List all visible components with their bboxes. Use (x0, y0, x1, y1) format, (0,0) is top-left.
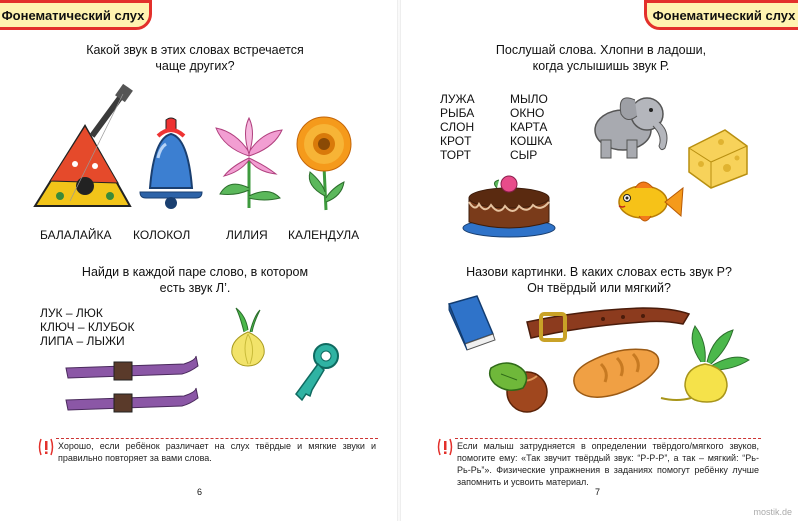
bell-illustration (136, 118, 206, 210)
note-divider (56, 438, 378, 439)
word-item: СЛОН (440, 120, 475, 134)
word-item: КОШКА (510, 134, 553, 148)
left-question-2: Найди в каждой паре слово, в котором есть звук Л’. (81, 265, 309, 295)
calendula-illustration (292, 116, 356, 212)
onion-illustration (226, 306, 270, 368)
label-bell: КОЛОКОЛ (133, 228, 191, 242)
page-number-left: 6 (197, 487, 203, 497)
exclamation-icon (437, 438, 453, 456)
word-item: КАРТА (510, 120, 548, 134)
label-calendula: КАЛЕНДУЛА (288, 228, 360, 242)
cheese-illustration (685, 126, 751, 190)
turnip-illustration (657, 322, 753, 410)
parent-note-right: Если малыш затрудняется в определении твёрдого/мягкого звуков, помогите ему: «Так звучит твёрдый звук: “Р-Р-Р”, а так – мягкий: “Рь-Рь-Рь”». Физические упражнения в заданиях помогут ребёнку лучше запомнить и усвоить материал. (457, 441, 759, 487)
word-pair: ЛУК – ЛЮК (40, 306, 103, 320)
word-item: ОКНО (510, 106, 545, 120)
page-number-right: 7 (595, 487, 601, 497)
right-question-1: Послушай слова. Хлопни в ладоши, когда услышишь звук Р. (495, 43, 707, 73)
header-tab-right: Фонематический слух (644, 0, 798, 30)
word-pairs-list (40, 306, 134, 348)
bread-illustration (567, 344, 663, 400)
elephant-illustration (587, 86, 673, 162)
word-item: МЫЛО (510, 92, 548, 106)
lily-illustration (214, 118, 284, 210)
left-question-1: Какой звук в этих словах встречается чаще других? (86, 43, 304, 73)
right-question-2: Назови картинки. В каких словах есть звук Р? Он твёрдый или мягкий? (466, 265, 732, 295)
watermark: mostik.de (753, 507, 792, 517)
balalaika-illustration (30, 86, 140, 216)
word-item: ТОРТ (440, 148, 471, 162)
fish-illustration (611, 176, 685, 226)
parent-note-left: Хорошо, если ребёнок различает на слух твёрдые и мягкие звуки и правильно повторяет за вами слова. (58, 441, 376, 463)
right-page (399, 0, 798, 521)
words-column-1 (440, 92, 475, 162)
word-item: СЫР (510, 148, 538, 162)
label-balalaika: БАЛАЛАЙКА (40, 228, 112, 242)
note-divider (455, 438, 761, 439)
words-column-2 (510, 92, 552, 162)
word-item: КРОТ (440, 134, 472, 148)
word-item: РЫБА (440, 106, 475, 120)
skis-illustration (62, 356, 202, 414)
label-lily: ЛИЛИЯ (226, 228, 268, 242)
word-pair: ЛИПА – ЛЫЖИ (40, 334, 125, 348)
exclamation-icon (38, 438, 54, 456)
key-illustration (290, 342, 342, 406)
word-item: ЛУЖА (440, 92, 475, 106)
cake-illustration (461, 172, 557, 238)
book-illustration (443, 294, 499, 350)
word-pair: КЛЮЧ – КЛУБОК (40, 320, 135, 334)
header-tab-left: Фонематический слух (0, 0, 152, 30)
hazelnut-illustration (487, 354, 553, 416)
